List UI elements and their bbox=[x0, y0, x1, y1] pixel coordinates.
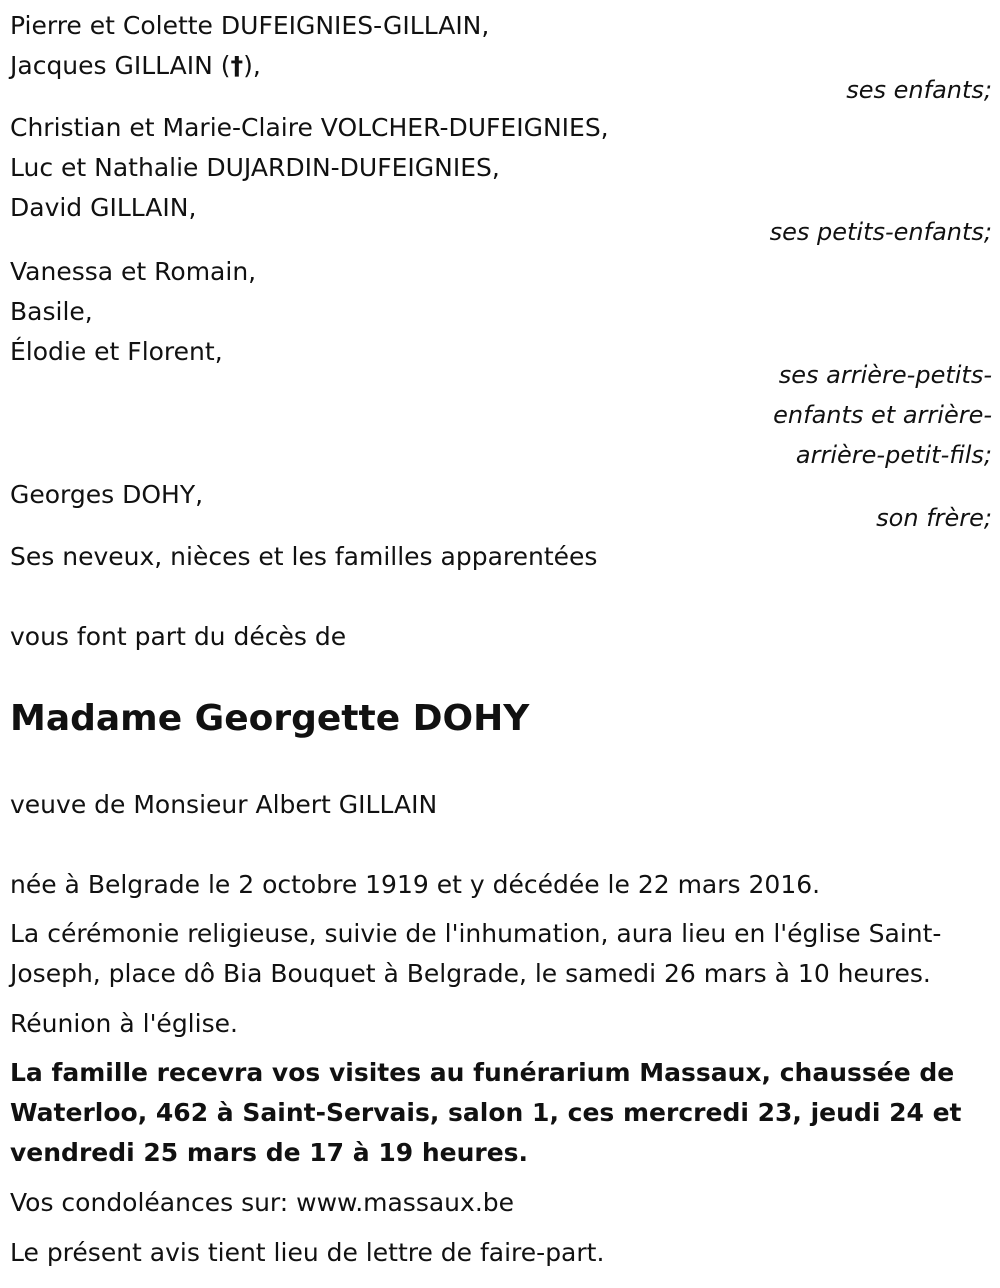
role-great-grandchildren-1: ses arrière-petits- bbox=[778, 361, 992, 389]
family-line-children-2-prefix: Jacques GILLAIN ( bbox=[10, 51, 231, 80]
family-line-children-2 bbox=[10, 46, 261, 86]
family-line-grandchildren-3: David GILLAIN, bbox=[10, 193, 197, 222]
cross-icon: † bbox=[230, 51, 244, 80]
visits-info: La famille recevra vos visites au funérarium Massaux, chaussée de Waterloo, 462 à Saint-Servais, salon 1, ces mercredi 23, jeudi 24 et vendredi 25 mars de 17 à 19 heures. bbox=[10, 1058, 962, 1167]
family-line-sibling: Georges DOHY, bbox=[10, 480, 204, 509]
family-line-children-2-suffix: ), bbox=[243, 51, 261, 80]
family-line-grandchildren-2: Luc et Nathalie DUJARDIN-DUFEIGNIES, bbox=[10, 153, 500, 182]
role-children: ses enfants; bbox=[846, 76, 992, 104]
meeting-info: Réunion à l'église. bbox=[10, 1009, 238, 1038]
family-line-children-1: Pierre et Colette DUFEIGNIES-GILLAIN, bbox=[10, 11, 490, 40]
family-line-great-grandchildren-2: Basile, bbox=[10, 297, 93, 326]
role-grandchildren: ses petits-enfants; bbox=[769, 218, 992, 246]
family-line-great-grandchildren-3: Élodie et Florent, bbox=[10, 337, 223, 366]
relatives-line: Ses neveux, nièces et les familles apparentées bbox=[10, 542, 598, 571]
birth-death: née à Belgrade le 2 octobre 1919 et y décédée le 22 mars 2016. bbox=[10, 870, 821, 899]
family-line-great-grandchildren-1: Vanessa et Romain, bbox=[10, 257, 257, 286]
role-sibling: son frère; bbox=[876, 504, 992, 532]
role-great-grandchildren-2: enfants et arrière- bbox=[773, 401, 992, 429]
notice-info: Le présent avis tient lieu de lettre de faire-part. bbox=[10, 1238, 605, 1267]
role-great-grandchildren-3: arrière-petit-fils; bbox=[795, 441, 992, 469]
obituary-notice bbox=[10, 0, 992, 1288]
family-line-grandchildren-1: Christian et Marie-Claire VOLCHER-DUFEIGNIES, bbox=[10, 113, 609, 142]
deceased-name: Madame Georgette DOHY bbox=[10, 698, 530, 739]
condolences-info: Vos condoléances sur: www.massaux.be bbox=[10, 1188, 515, 1217]
announcement-intro: vous font part du décès de bbox=[10, 622, 347, 651]
ceremony-info: La cérémonie religieuse, suivie de l'inhumation, aura lieu en l'église Saint-Joseph, place dô Bia Bouquet à Belgrade, le samedi 26 mars à 10 heures. bbox=[10, 919, 942, 988]
widow-of: veuve de Monsieur Albert GILLAIN bbox=[10, 790, 438, 819]
